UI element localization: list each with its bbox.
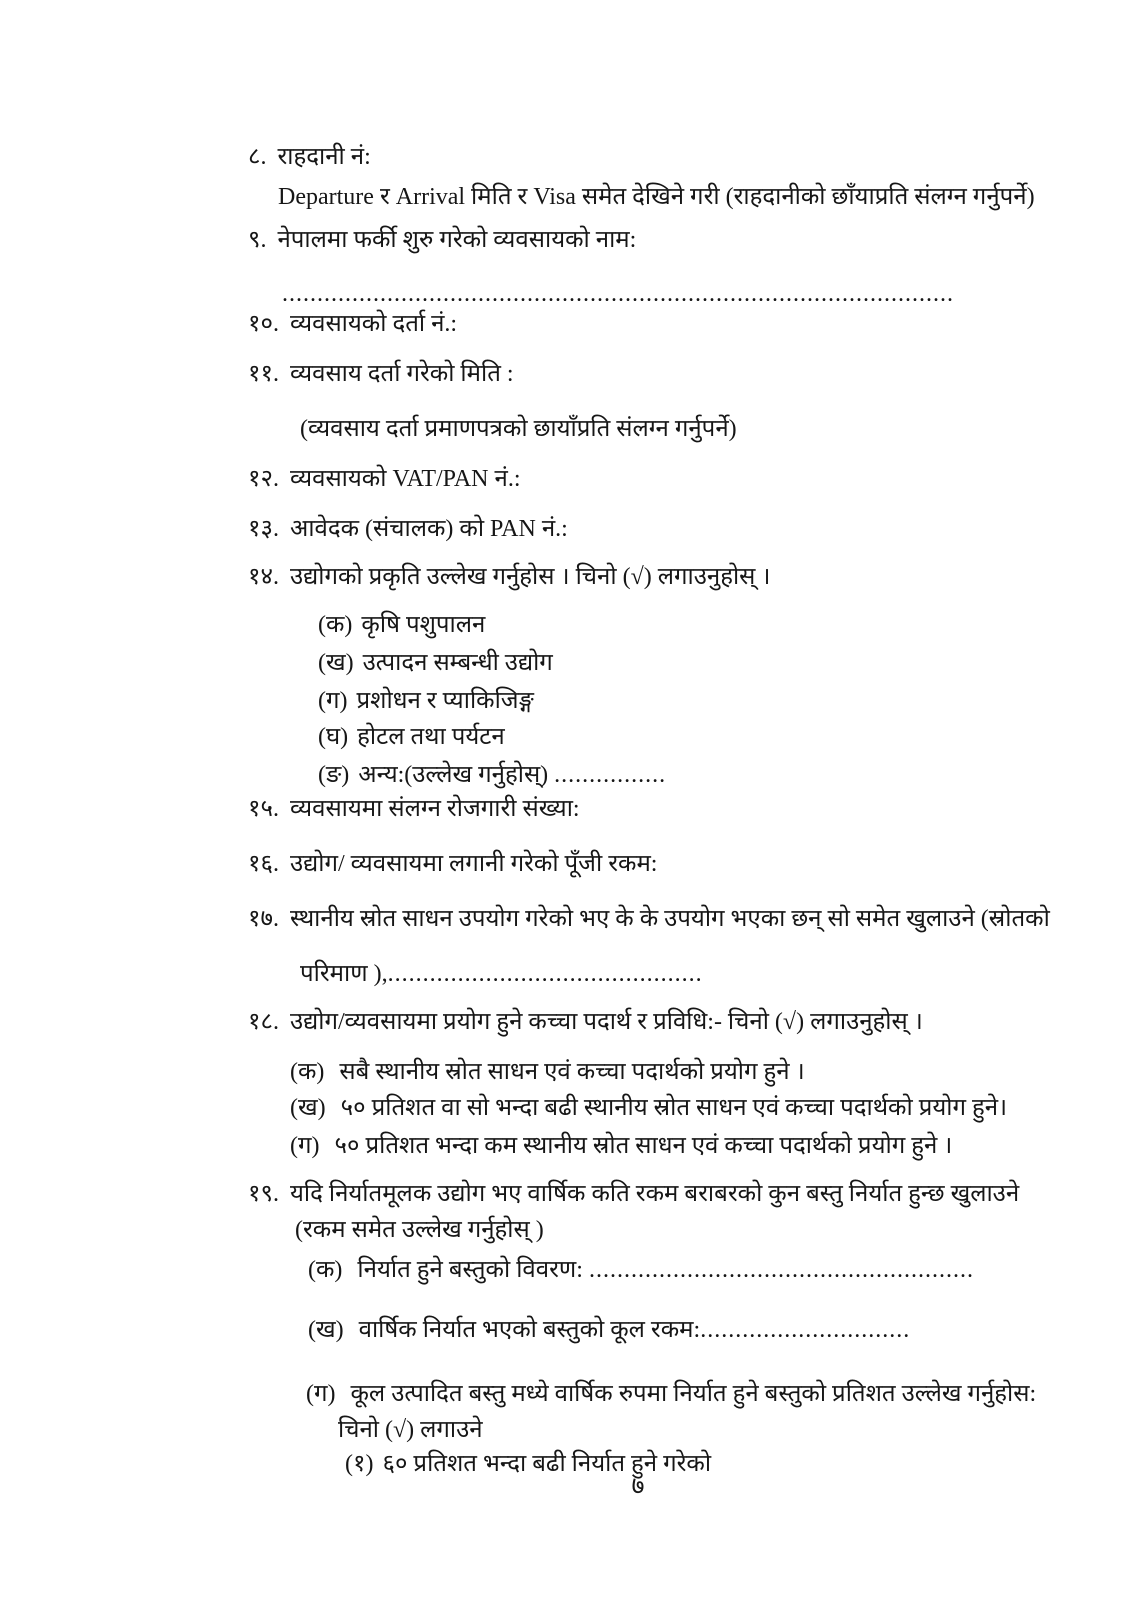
option-label: (ख): [318, 650, 354, 676]
item-12-number: १२.: [248, 466, 279, 492]
option-label: (ग): [290, 1133, 320, 1159]
item-10-text: व्यवसायको दर्ता नं.:: [289, 311, 458, 337]
item-14-number: १४.: [248, 564, 279, 590]
option-text: ५० प्रतिशत वा सो भन्दा बढी स्थानीय स्रोत साधन एवं कच्चा पदार्थको प्रयोग हुने।: [340, 1095, 1008, 1121]
item-14-option-ga: [318, 684, 1060, 718]
item-9-text: नेपालमा फर्की शुरु गरेको व्यवसायको नाम:: [277, 227, 637, 253]
option-label: (क): [290, 1059, 325, 1085]
option-text: उत्पादन सम्बन्धी उद्योग: [362, 650, 553, 676]
item-16-number: १६.: [248, 851, 279, 877]
item-18-raw-materials: [248, 1005, 1060, 1039]
item-14-option-gha: [318, 720, 1060, 754]
item-11-text: व्यवसाय दर्ता गरेको मिति :: [289, 361, 514, 387]
item-15-number: १५.: [248, 796, 279, 822]
option-text: अन्य:(उल्लेख गर्नुहोस्): [358, 762, 549, 788]
item-14-industry-nature: [248, 560, 1060, 594]
option-text: कृषि पशुपालन: [361, 612, 486, 638]
item-17-local-resources: [248, 902, 1060, 936]
fill-dots: .......................................................: [588, 1257, 974, 1283]
item-19-number: १९.: [248, 1181, 279, 1207]
item-18-option-ga: [290, 1129, 1060, 1163]
item-15-employment-count: [248, 792, 1060, 826]
option-text: सबै स्थानीय स्रोत साधन एवं कच्चा पदार्थको प्रयोग हुने ।: [339, 1059, 805, 1085]
option-label: (ख): [290, 1095, 326, 1121]
item-11-number: ११.: [248, 361, 279, 387]
item-17-number: १७.: [248, 906, 279, 932]
item-14-option-kha: [318, 646, 1060, 680]
item-11-registration-date: [248, 357, 1060, 391]
item-17-text: स्थानीय स्रोत साधन उपयोग गरेको भए के के उपयोग भएका छन् सो समेत खुलाउने (स्रोतको: [289, 906, 1050, 932]
item-9-fill-line: [282, 283, 1060, 305]
item-9-business-name: [248, 223, 1060, 257]
item-8-text: राहदानी नं:: [277, 144, 371, 170]
option-text: कूल उत्पादित बस्तु मध्ये वार्षिक रुपमा निर्यात हुने बस्तुको प्रतिशत उल्लेख गर्नुहोस:: [350, 1381, 1037, 1407]
item-19-export-industry: [248, 1177, 1060, 1211]
item-14-option-ka: [318, 608, 1060, 642]
item-19-continuation: [295, 1213, 1060, 1247]
fill-dots: .............................................: [387, 961, 703, 987]
item-14-text: उद्योगको प्रकृति उल्लेख गर्नुहोस । चिनो (√) लगाउनुहोस् ।: [289, 564, 771, 590]
item-10-number: १०.: [248, 311, 279, 337]
item-8-note: [278, 180, 1060, 214]
sub-option-label: (१): [345, 1451, 374, 1477]
option-text: चिनो (√) लगाउने: [338, 1417, 483, 1443]
option-label: (क): [308, 1257, 343, 1283]
item-12-text: व्यवसायको VAT/PAN नं.:: [289, 466, 521, 492]
item-18-number: १८.: [248, 1009, 279, 1035]
option-label: (घ): [318, 724, 349, 750]
sub-option-text: ६० प्रतिशत भन्दा बढी निर्यात हुने गरेको: [382, 1451, 712, 1477]
item-18-option-ka: [290, 1055, 1060, 1089]
form-body: [248, 140, 1060, 1481]
item-14-option-nga: [318, 758, 1060, 792]
option-label: (ग): [306, 1381, 336, 1407]
item-8-note-text: Departure र Arrival मिति र Visa समेत देखिने गरी (राहदानीको छाँयाप्रति संलग्न गर्नुपर्ने): [278, 184, 1035, 210]
option-text: होटल तथा पर्यटन: [357, 724, 505, 750]
item-16-capital-amount: [248, 847, 1060, 881]
item-19-option-kha: [308, 1313, 1060, 1347]
option-text: प्रशोधन र प्याकिजिङ्ग: [356, 688, 534, 714]
item-17-cont-text: परिमाण ),: [300, 961, 388, 987]
item-19-option-ga-line2: [338, 1413, 1060, 1447]
option-text: वार्षिक निर्यात भएको बस्तुको कूल रकम:: [358, 1317, 701, 1343]
item-18-option-kha: [290, 1091, 1060, 1125]
item-8-number: ८.: [248, 144, 267, 170]
item-16-text: उद्योग/ व्यवसायमा लगानी गरेको पूँजी रकम:: [289, 851, 658, 877]
fill-dots: ................................................................................................: [282, 281, 954, 307]
item-15-text: व्यवसायमा संलग्न रोजगारी संख्या:: [289, 796, 580, 822]
item-13-number: १३.: [248, 516, 279, 542]
item-9-number: ९.: [248, 227, 267, 253]
item-12-vat-pan-number: [248, 462, 1060, 496]
item-13-applicant-pan: [248, 512, 1060, 546]
option-label: (ख): [308, 1317, 344, 1343]
item-13-text: आवेदक (संचालक) को PAN नं.:: [289, 516, 568, 542]
item-18-text: उद्योग/व्यवसायमा प्रयोग हुने कच्चा पदार्थ र प्रविधि:- चिनो (√) लगाउनुहोस् ।: [289, 1009, 923, 1035]
fill-dots: ................: [554, 762, 667, 788]
option-text: निर्यात हुने बस्तुको विवरण:: [357, 1257, 589, 1283]
item-19-option-ga: [306, 1377, 1060, 1411]
option-label: (ग): [318, 688, 348, 714]
item-11-note: [300, 412, 1060, 446]
item-11-note-text: (व्यवसाय दर्ता प्रमाणपत्रको छायाँप्रति संलग्न गर्नुपर्ने): [300, 416, 737, 442]
option-label: (ङ): [318, 762, 350, 788]
item-17-continuation: [300, 957, 1060, 991]
option-label: (क): [318, 612, 353, 638]
item-19-text: यदि निर्यातमूलक उद्योग भए वार्षिक कति रकम बराबरको कुन बस्तु निर्यात हुन्छ खुलाउने: [289, 1181, 1020, 1207]
option-text: ५० प्रतिशत भन्दा कम स्थानीय स्रोत साधन एवं कच्चा पदार्थको प्रयोग हुने ।: [334, 1133, 953, 1159]
item-19-cont-text: (रकम समेत उल्लेख गर्नुहोस् ): [295, 1217, 544, 1243]
page-number: ७: [631, 1473, 645, 1500]
fill-dots: ..............................: [700, 1317, 911, 1343]
item-8-passport-number: [248, 140, 1060, 174]
item-10-registration-number: [248, 307, 1060, 341]
item-19-option-ka: [308, 1253, 1060, 1287]
